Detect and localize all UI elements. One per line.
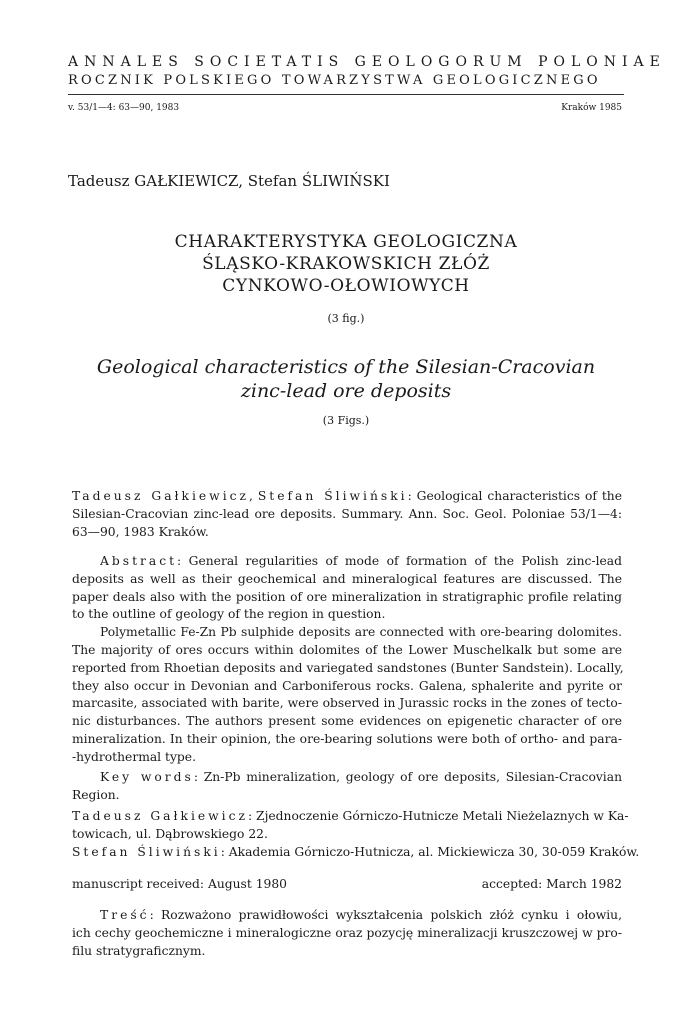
title-en-line-2: zinc-lead ore deposits [240, 380, 452, 402]
abstract-p2-line-1: Polymetallic Fe-Zn Pb sulphide deposits are connected with ore-bearing dolomites. [100, 625, 622, 640]
place-year: Kraków 1985 [561, 103, 622, 113]
keywords-line-1: : Zn-Pb mineralization, geology of ore deposits, Silesian-Cracovian [193, 770, 622, 784]
abstract-p1-line-2: deposits as well as their geochemical and mineralogical features are discussed. The [72, 571, 622, 586]
keywords-label: Key words [100, 770, 194, 784]
journal-title-polish: ROCZNIK POLSKIEGO TOWARZYSTWA GEOLOGICZNEGO [68, 73, 601, 88]
accepted-date: accepted: March 1982 [481, 877, 622, 891]
keywords-line-2: Region. [72, 787, 120, 802]
journal-title-latin: ANNALES SOCIETATIS GEOLOGORUM POLONIAE [68, 54, 666, 70]
abstract-p1-line-4: to the outline of geology of the region in question. [72, 607, 386, 622]
tresc-line-1: : Rozważono prawidłowości wykształcenia polskich złóż cynku i ołowiu, [149, 908, 622, 922]
abstract [72, 553, 622, 767]
abstract-p2-line-2: The majority of ores occurs within dolomites of the Lower Muschelkalk but some are [72, 642, 622, 657]
affiliation-1-line-2: towicach, ul. Dąbrowskiego 22. [72, 826, 268, 841]
volume-info: v. 53/1—4: 63—90, 1983 [68, 103, 180, 113]
abstract-p2-line-6: nic disturbances. The authors present some evidences on epigenetic character of ore [72, 714, 622, 729]
affiliation-author-2: Stefan Śliwiński [72, 844, 221, 859]
manuscript-received: manuscript received: August 1980 [72, 877, 288, 891]
citation-author-1: Tadeusz Gałkiewicz [72, 489, 249, 503]
affiliation-1-line-1: : Zjednoczenie Górniczo-Hutnicze Metali Nieżelaznych w Ka- [247, 809, 629, 823]
abstract-p1-line-3: paper deals also with the position of ore mineralization in stratigraphic profile relating [72, 589, 622, 604]
article-authors: Tadeusz GAŁKIEWICZ, Stefan ŚLIWIŃSKI [68, 172, 390, 190]
abstract-p2-line-5: marcasite, associated with barite, were observed in Jurassic rocks in the zones of tecto- [72, 696, 622, 711]
title-pl-line-1: CHARAKTERYSTYKA GEOLOGICZNA [174, 232, 518, 252]
citation-author-2: Stefan Śliwiński [257, 489, 408, 503]
header-rule [68, 94, 624, 95]
tresc-label: Treść [100, 908, 150, 922]
abstract-p2-line-7: mineralization. In their opinion, the ore-bearing solutions were both of ortho- and para- [72, 731, 622, 746]
affiliations [72, 808, 640, 861]
affiliation-2-line-1: : Akademia Górniczo-Hutnicza, al. Mickiewicza 30, 30-059 Kraków. [220, 844, 640, 859]
figs-en: (3 Figs.) [322, 414, 370, 427]
figs-pl: (3 fig.) [327, 312, 365, 325]
abstract-p2-line-8: -hydrothermal type. [72, 749, 196, 764]
citation-line-3: 63—90, 1983 Kraków. [72, 524, 209, 539]
tresc-line-2: ich cechy geochemiczne i mineralogiczne oraz pozycję mineralizacji kruszczowej w pro- [72, 925, 622, 940]
abstract-p2-line-3: reported from Rhoetian deposits and variegated sandstones (Bunter Sandstein). Locally, [72, 660, 624, 675]
citation-line-1: : Geological characteristics of the [407, 489, 622, 503]
citation-line-2: Silesian-Cracovian zinc-lead ore deposits. Summary. Ann. Soc. Geol. Poloniae 53/1—4: [72, 506, 622, 521]
keywords [72, 769, 622, 805]
citation: Tadeusz Gałkiewicz, Stefan Śliwiński: Geological characteristics of the Silesian-Cracovian zinc-lead ore deposits. Summary. Ann. Soc. Geol. Poloniae 53/1—4: 63—90, 1983 Kraków. [72, 488, 622, 541]
title-pl-line-2: ŚLĄSKO-KRAKOWSKICH ZŁÓŻ [202, 254, 490, 274]
tresc-line-3: filu stratygraficznym. [72, 943, 206, 958]
tresc [72, 907, 622, 960]
affiliation-author-1: Tadeusz Gałkiewicz [72, 809, 248, 823]
abstract-p1-line-1: : General regularities of mode of formation of the Polish zinc-lead [177, 554, 622, 568]
title-en-line-1: Geological characteristics of the Silesian-Cracovian [96, 356, 596, 378]
abstract-p2-line-4: they also occur in Devonian and Carboniferous rocks. Galena, sphalerite and pyrite or [72, 678, 622, 693]
title-pl-line-3: CYNKOWO-OŁOWIOWYCH [222, 276, 470, 296]
abstract-label: Abstract [100, 554, 178, 568]
